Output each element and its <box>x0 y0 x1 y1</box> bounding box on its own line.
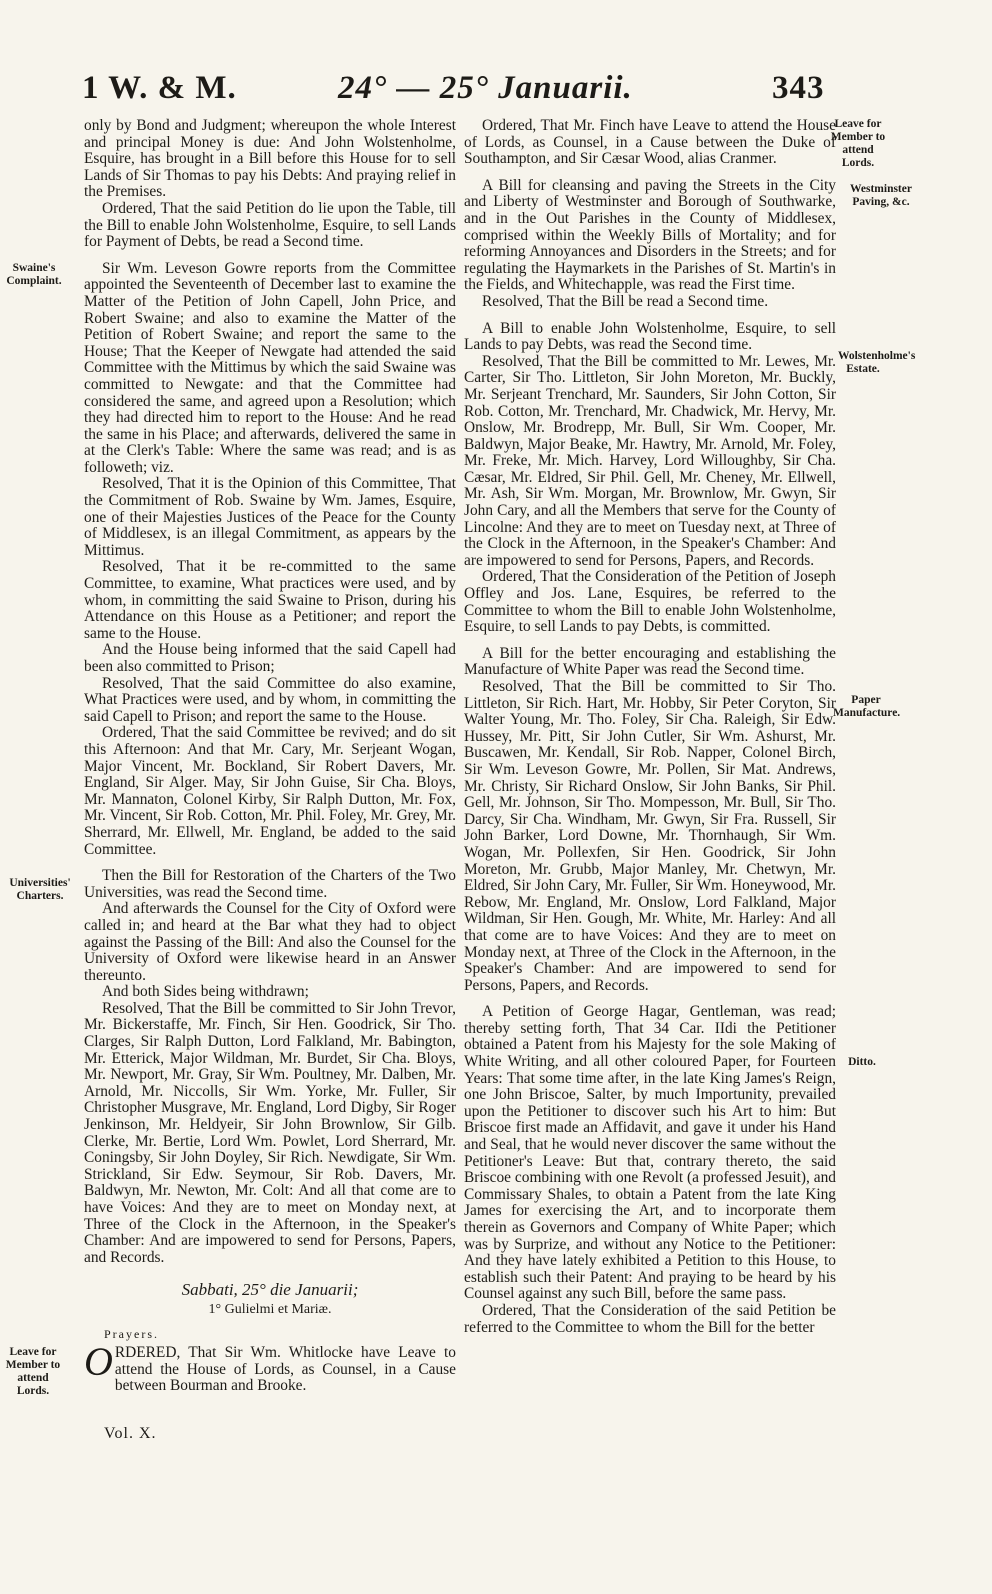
page-number: 343 <box>772 70 825 106</box>
margin-note-westminster: Westminster Paving, &c. <box>850 183 912 208</box>
paragraph: And both Sides being withdrawn; <box>102 983 309 1001</box>
paragraph: Resolved, That it is the Opinion of this Committee, That the Commitment of Rob. Swaine by Wm. James, Esquire, one of their Majesties Justices of the Peace for the County of Middlesex, is an illegal Commitment, as appears by the Mittimus. <box>84 475 456 559</box>
left-column <box>84 118 456 1395</box>
paragraph: only by Bond and Judgment; whereupon the whole Interest and principal Money is due: And John Wolstenholme, Esquire, has brought in a Bill before this House for to sell Lands of Sir Thomas to pay his Debts: And praying relief in the Premises. <box>84 117 456 201</box>
paragraph-text: RDERED, That Sir Wm. Whitlocke have Leave to attend the House of Lords, as Counsel, in a Cause between Bourman and Brooke. <box>114 1343 456 1395</box>
paragraph: A Bill for the better encouraging and establishing the Manufacture of White Paper was read the Second time. <box>464 644 836 679</box>
volume-signature: Vol. X. <box>104 1425 157 1442</box>
paragraph: Resolved, That it be re-committed to the same Committee, to examine, What practices were used, and by whom, in committing the said Swaine to Prison, during his Attendance on this House as a Petitioner; and report the same to the House. <box>84 558 456 642</box>
margin-note-paper: Paper Manufacture. <box>833 694 901 719</box>
margin-note-universities: Universities' Charters. <box>9 877 71 902</box>
paragraph: Sir Wm. Leveson Gowre reports from the Committee appointed the Seventeenth of December last to examine the Matter of the Petition of John Capell, John Price, and Robert Swaine; and also to examine the Matter of the Petition of Robert Swaine; and report the same to the House; That the Keeper of Newgate had attended the said Committee with the Mittimus by which the said Swaine was committed to Newgate: and that the Committee had considered the same, and agreed upon a Resolution; which they had directed him to report to the House: And he read the same in his Place; and afterwards, delivered the same in at the Clerk's Table: Where the same was read; and is as followeth; viz. <box>84 259 456 476</box>
paragraph: Ordered, That the said Petition do lie upon the Table, till the Bill to enable John Wolstenholme, Esquire, to sell Lands for Payment of Debts, be read a Second time. <box>84 199 456 251</box>
running-head-left: 1 W. & M. <box>82 70 237 106</box>
paragraph: Ordered, That the said Committee be revived; and do sit this Afternoon: And that Mr. Cary, Mr. Serjeant Wogan, Major Vincent, Mr. Bockland, Sir Robert Davers, Mr. England, Sir Alger. May, Sir John Guise, Sir Cha. Bloys, Mr. Mannaton, Colonel Kirby, Sir Ralph Dutton, Mr. Fox, Mr. Vincent, Sir Rob. Cotton, Mr. Phil. Foley, Mr. Grey, Mr. Sherrard, Mr. Ellwell, Mr. England, be added to the said Committee. <box>84 724 456 858</box>
paragraph: Resolved, That the Bill be read a Second time. <box>482 292 769 310</box>
sitting-regnal-year: 1° Gulielmi et Mariæ. <box>208 1302 332 1318</box>
paragraph: Resolved, That the said Committee do also examine, What Practices were used, and by whom, in committing the said Capell to Prison; and report the same to the House. <box>84 674 456 725</box>
right-column <box>464 118 836 1336</box>
paragraph: And afterwards the Counsel for the City of Oxford were called in; and heard at the Bar what they had to object against the Passing of the Bill: And also the Counsel for the University of Oxford were likewise heard in an Answer thereunto. <box>84 900 456 984</box>
paragraph: Ordered, That the Consideration of the Petition of Joseph Offley and Jos. Lane, Esquires, be referred to the Committee to whom the Bill to enable John Wolstenholme, Esquire, to sell Lands to pay Debts, is committed. <box>464 568 836 636</box>
paragraph: A Bill for cleansing and paving the Streets in the City and Liberty of Westminster and Borough of Southwarke, and in the Out Parishes in the County of Middlesex, comprised within the Weekly Bills of Mortality; and for reforming Annoyances and Disorders in the Streets; and for regulating the Haymarkets in the Parishes of St. Martin's in the Fields, and Whitechapple, was read the First time. <box>464 176 836 294</box>
running-head-dates: 24° — 25° Januarii. <box>338 70 633 106</box>
margin-note-wolstenholme: Wolstenholme's Estate. <box>838 350 916 375</box>
paragraph: Resolved, That the Bill be committed to Sir Tho. Littleton, Sir Rich. Hart, Mr. Hobby, Sir Peter Coryton, Sir Walter Young, Mr. Tho. Foley, Sir Cha. Raleigh, Sir Edw. Hussey, Mr. Pitt, Sir John Cutler, Sir Wm. Ashurst, Mr. Buscawen, Mr. Kendall, Sir Rob. Napper, Colonel Birch, Sir Wm. Leveson Gowre, Mr. Pollen, Sir Mat. Andrews, Mr. Christy, Sir Richard Onslow, Sir John Banks, Sir Phil. Gell, Mr. Johnson, Sir Tho. Mompesson, Mr. Bull, Sir Tho. Darcy, Sir Cha. Windham, Mr. Gwyn, Sir Fra. Russell, Sir John Barker, Lord Downe, Mr. Thornhaugh, Sir Wm. Wogan, Mr. Pollexfen, Sir Hen. Goodrick, Sir John Moreton, Mr. Grubb, Major Manley, Mr. Chetwyn, Mr. Eldred, Sir John Cary, Mr. Fuller, Sir Wm. Honeywood, Mr. Rebow, Mr. England, Mr. Onslow, Lord Falkland, Major Wildman, Sir Hen. Gough, Mr. White, Mr. Harley: And all that come are to have Voices: And they are to meet on Monday next, at Three of the Clock in the Afternoon, in the Speaker's Chamber: And are impowered to send for Persons, Papers, and Records. <box>464 678 836 994</box>
paragraph: A Petition of George Hagar, Gentleman, was read; thereby setting forth, That 34 Car. IIdi the Petitioner obtained a Patent from his Majesty for the sole Making of White Writing, and all other coloured Paper, for Fourteen Years: That some time after, in the late King James's Reign, one John Briscoe, Salter, by much Importunity, prevailed upon the Petitioner to discover such his Art to him: But Briscoe first made an Affidavit, and gave it under his Hand and Seal, that he would never discover the same without the Petitioner's Leave: But that, contrary thereto, the said Briscoe combining with one Revolt (a professed Jesuit), and Commissary Shales, to obtain a Patent from the late King James for exercising the Art, and to incorporate them therein as Governors and Company of White Paper; which was by Surprize, and without any Notice to the Petitioner: And they have lately exhibited a Petition to this House, to establish such their Patent: And praying to be heard by his Counsel against any such Bill, before the same pass. <box>464 1003 836 1303</box>
margin-note-leave-left: Leave for Member to attend Lords. <box>5 1346 61 1397</box>
margin-note-swaine: Swaine's Complaint. <box>6 262 62 287</box>
paragraph: Ordered, That Mr. Finch have Leave to attend the House of Lords, as Counsel, in a Cause between the Duke of Southampton, and Sir Cæsar Wood, alias Cranmer. <box>464 117 836 168</box>
drop-cap: O <box>84 1338 113 1384</box>
paragraph <box>84 1338 456 1395</box>
paragraph: Ordered, That the Consideration of the said Petition be referred to the Committee to whom the Bill for the better <box>464 1301 836 1336</box>
prayers-label: Prayers. <box>104 1327 159 1342</box>
paragraph: Resolved, That the Bill be committed to Mr. Lewes, Mr. Carter, Sir Tho. Littleton, Sir John Moreton, Mr. Buckly, Mr. Serjeant Trenchard, Mr. Saunders, Sir John Cotton, Sir Rob. Cotton, Mr. Trenchard, Mr. Chadwick, Mr. Hervy, Mr. Onslow, Mr. Brodrepp, Mr. Bull, Sir Wm. Cooper, Mr. Baldwyn, Major Beake, Mr. Hawtry, Mr. Arnold, Mr. Foley, Mr. Freke, Mr. Mich. Harvey, Lord Willoughby, Sir Cha. Cæsar, Mr. Eldred, Sir Phil. Gell, Mr. Cheney, Mr. Ellwell, Mr. Ash, Sir Wm. Morgan, Mr. Brownlow, Mr. Gwyn, Sir John Cary, and all the Members that serve for the County of Lincolne: And they are to meet on Tuesday next, at Three of the Clock in the Afternoon, in the Speaker's Chamber: And are impowered to send for Persons, Papers, and Records. <box>464 352 836 569</box>
paragraph: Resolved, That the Bill be committed to Sir John Trevor, Mr. Bickerstaffe, Mr. Finch, Sir Hen. Goodrick, Sir Tho. Clarges, Sir Ralph Dutton, Lord Falkland, Mr. Babington, Mr. Etterick, Major Wildman, Mr. Burdet, Sir Cha. Bloys, Mr. Newport, Mr. Gray, Sir Wm. Poultney, Mr. Dalben, Mr. Arnold, Mr. Niccolls, Sir Wm. Yorke, Mr. Fuller, Sir Christopher Musgrave, Mr. England, Lord Digby, Sir Roger Jenkinson, Mr. Heldyeir, Sir John Brownlow, Sir Gilb. Clerke, Mr. Bertie, Lord Wm. Powlet, Lord Sherrard, Mr. Coningsby, Sir John Doyley, Sir Rich. Newdigate, Sir Wm. Strickland, Sir Edw. Seymour, Sir Rob. Davers, Mr. Baldwyn, Mr. Newton, Mr. Colt: And all that come are to have Voices: And they are to meet on Monday next, at Three of the Clock in the Afternoon, in the Speaker's Chamber: And are impowered to send for Persons, Papers, and Records. <box>84 999 456 1266</box>
paragraph: A Bill to enable John Wolstenholme, Esquire, to sell Lands to pay Debts, was read the Second time. <box>464 319 836 354</box>
margin-note-ditto: Ditto. <box>848 1056 876 1068</box>
paragraph: And the House being informed that the said Capell had been also committed to Prison; <box>84 641 456 675</box>
paragraph: Then the Bill for Restoration of the Charters of the Two Universities, was read the Second time. <box>84 867 456 901</box>
sitting-heading <box>84 1280 456 1320</box>
sitting-date: Sabbati, 25° die Januarii; <box>181 1280 359 1300</box>
margin-note-leave-right: Leave for Member to attend Lords. <box>830 118 886 169</box>
